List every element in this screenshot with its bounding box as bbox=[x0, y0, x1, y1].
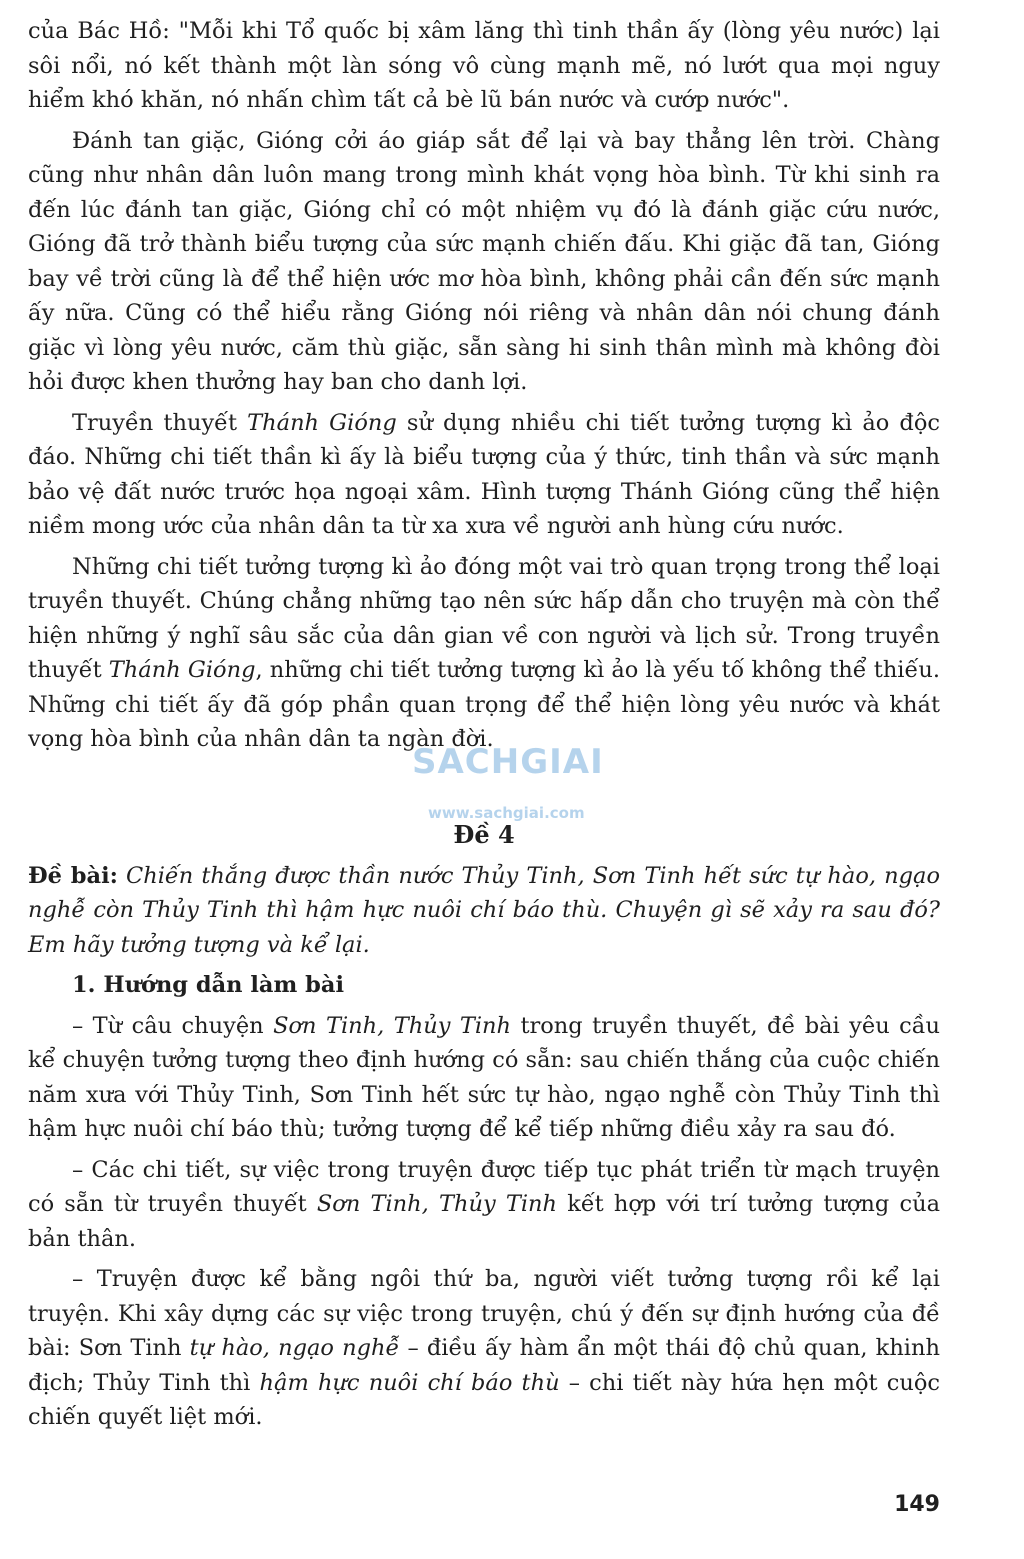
text-segment: – Các chi tiết, sự việc trong truyện được tiếp tục phát triển từ mạch truyện có sẵn từ truyền thuyết bbox=[28, 1156, 940, 1217]
paragraph-role-of-details bbox=[28, 550, 940, 757]
text-segment: sử dụng nhiều chi tiết tưởng tượng kì ảo độc đáo. Những chi tiết thần kì ấy là biểu tượng của ý thức, tinh thần và sức mạnh bảo vệ đất nước trước họa ngoại xâm. Hình tượng Thánh Gióng cũng thể hiện niềm mong ước của nhân dân ta từ xa xưa về người anh hùng cứu nước. bbox=[28, 409, 940, 539]
prompt-label: Đề bài: bbox=[28, 862, 118, 889]
emphasis: tự hào, ngạo nghễ bbox=[189, 1335, 400, 1361]
text-segment: kết hợp với trí tưởng tượng của bản thân. bbox=[28, 1191, 940, 1252]
text-segment: – Truyện được kể bằng ngôi thứ ba, người viết tưởng tượng rồi kể lại truyện. Khi xây dựng các sự việc trong truyện, chú ý đến sự định hướng của đề bài: Sơn Tinh bbox=[28, 1266, 940, 1361]
paragraph-quote: của Bác Hồ: "Mỗi khi Tổ quốc bị xâm lăng thì tinh thần ấy (lòng yêu nước) lại sôi nổi, nó kết thành một làn sóng vô cùng mạnh mẽ, nó lướt qua mọi nguy hiểm khó khăn, nó nhấn chìm tất cả bè lũ bán nước và cướp nước". bbox=[28, 18, 940, 113]
story-title: Thánh Gióng bbox=[108, 657, 256, 683]
story-title: Sơn Tinh, Thủy Tinh bbox=[273, 1012, 512, 1039]
text-segment: – chi tiết này hứa hẹn một cuộc chiến quyết liệt mới. bbox=[28, 1369, 941, 1430]
text-segment: Những chi tiết tưởng tượng kì ảo đóng một vai trò quan trọng trong thể loại truyền thuyết. Chúng chẳng những tạo nên sức hấp dẫn cho truyện mà còn thể hiện những ý nghĩ sâu sắc của dân gian về con người và lịch sử. Trong truyền thuyết bbox=[28, 553, 940, 683]
guide-item-1 bbox=[28, 1009, 940, 1147]
section-heading: Đề 4 bbox=[453, 819, 515, 849]
guide-item-2 bbox=[28, 1153, 940, 1257]
watermark-url: www.sachgiai.com bbox=[428, 804, 585, 822]
paragraph-fantasy-details bbox=[28, 406, 940, 544]
subheading: 1. Hướng dẫn làm bài bbox=[72, 972, 344, 998]
text-segment: trong truyền thuyết, đề bài yêu cầu kể chuyện tưởng tượng theo định hướng có sẵn: sau chiến thắng của cuộc chiến năm xưa với Thủy Tinh, Sơn Tinh hết sức tự hào, ngạo nghễ còn Thủy Tinh thì hậm hực nuôi chí báo thù; tưởng tượng để kể tiếp những điều xảy ra sau đó. bbox=[28, 1012, 940, 1142]
text-segment: Truyền thuyết bbox=[72, 409, 248, 436]
guide-item-3 bbox=[28, 1262, 940, 1435]
paragraph-giong-flies: Đánh tan giặc, Gióng cởi áo giáp sắt để lại và bay thẳng lên trời. Chàng cũng như nhân dân luôn mang trong mình khát vọng hòa bình. Từ khi sinh ra đến lúc đánh tan giặc, Gióng chỉ có một nhiệm vụ đó là đánh giặc cứu nước, Gióng đã trở thành biểu tượng của sức mạnh chiến đấu. Khi giặc đã tan, Gióng bay về trời cũng là để thể hiện ước mơ hòa bình, không phải cần đến sức mạnh ấy nữa. Cũng có thể hiểu rằng Gióng nói riêng và nhân dân nói chung đánh giặc vì lòng yêu nước, căm thù giặc, sẵn sàng hi sinh thân mình mà không đòi hỏi được khen thưởng hay ban cho danh lợi. bbox=[28, 127, 940, 395]
emphasis: hậm hực nuôi chí báo thù bbox=[259, 1369, 560, 1396]
assignment-prompt bbox=[28, 859, 940, 963]
page-number: 149 bbox=[894, 1492, 940, 1517]
text-segment: – điều ấy hàm ẩn một thái độ chủ quan, khinh địch; Thủy Tinh thì bbox=[28, 1335, 940, 1396]
text-segment: – Từ câu chuyện bbox=[72, 1012, 274, 1039]
page-content bbox=[28, 14, 940, 1435]
story-title: Sơn Tinh, Thủy Tinh bbox=[316, 1191, 558, 1217]
story-title: Thánh Gióng bbox=[247, 409, 397, 436]
text-segment: , những chi tiết tưởng tượng kì ảo là yếu tố không thể thiếu. Những chi tiết ấy đã góp phần quan trọng để thể hiện lòng yêu nước và khát vọng hòa bình của nhân dân ta ngàn đời. bbox=[28, 657, 940, 752]
prompt-text: Chiến thắng được thần nước Thủy Tinh, Sơn Tinh hết sức tự hào, ngạo nghễ còn Thủy Tinh thì hậm hực nuôi chí báo thù. Chuyện gì sẽ xảy ra sau đó? Em hãy tưởng tượng và kể lại. bbox=[28, 862, 940, 958]
watermark-logo: SACHGIAI bbox=[412, 742, 604, 782]
